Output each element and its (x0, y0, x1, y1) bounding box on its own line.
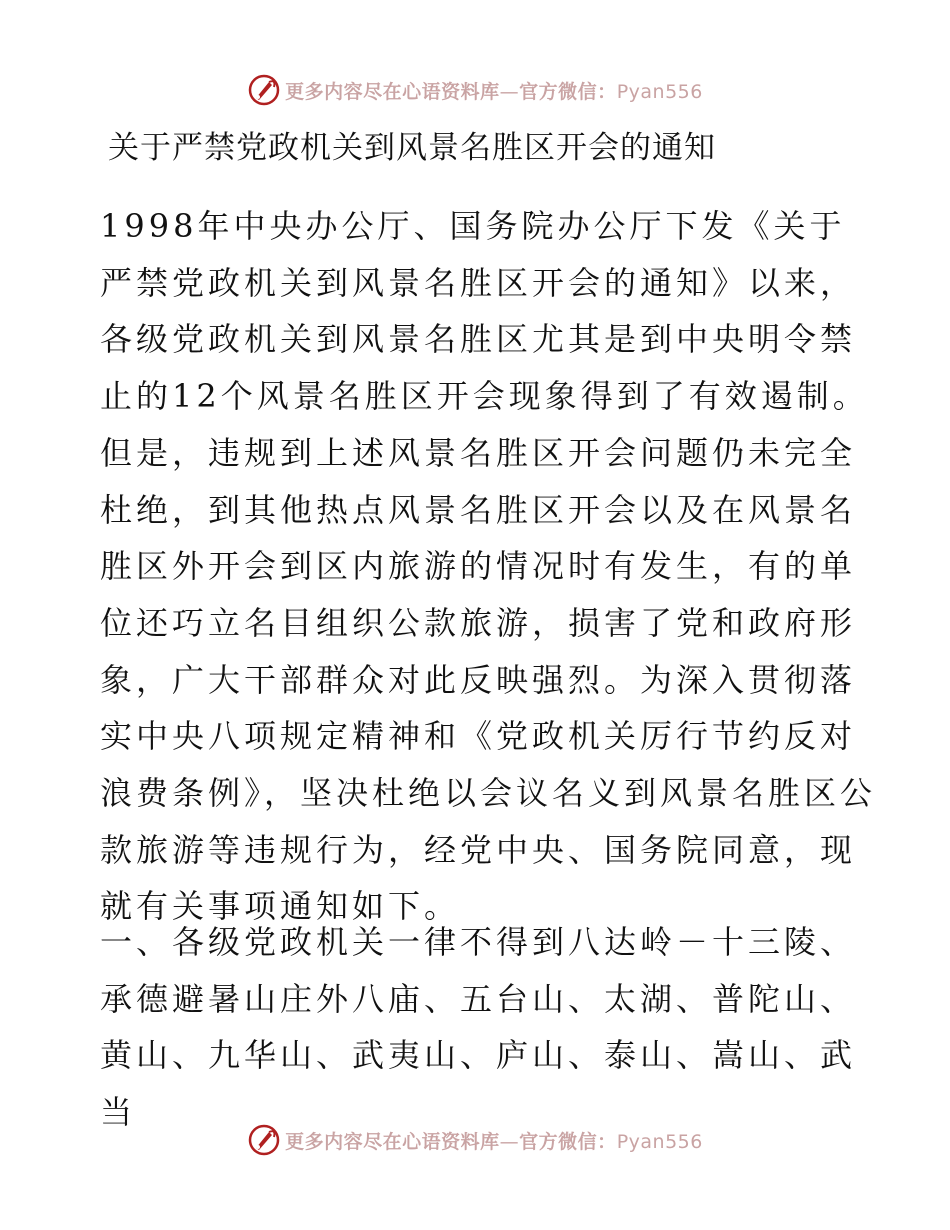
watermark-text (285, 77, 703, 104)
watermark-footer (0, 1120, 950, 1160)
watermark-header (0, 70, 950, 110)
quill-logo-icon (247, 1123, 281, 1157)
paragraph-intro: 1998年中央办公厅、国务院办公厅下发《关于严禁党政机关到风景名胜区开会的通知》以来，各级党政机关到风景名胜区尤其是到中央明令禁止的12个风景名胜区开会现象得到了有效遏制。但是，违规到上述风景名胜区开会问题仍未完全杜绝，到其他热点风景名胜区开会以及在风景名胜区外开会到区内旅游的情况时有发生，有的单位还巧立名目组织公款旅游，损害了党和政府形象，广大干部群众对此反映强烈。为深入贯彻落实中央八项规定精神和《党政机关厉行节约反对浪费条例》，坚决杜绝以会议名义到风景名胜区公款旅游等违规行为，经党中央、国务院同意，现就有关事项通知如下。 (100, 207, 877, 926)
quill-logo-icon (247, 73, 281, 107)
watermark-sep: — (499, 80, 520, 103)
watermark-sep: — (499, 1130, 520, 1153)
watermark-main: 更多内容尽在心语资料库 (285, 1130, 500, 1153)
watermark-main: 更多内容尽在心语资料库 (285, 80, 500, 103)
watermark-wechat-label: 官方微信： (519, 1130, 617, 1153)
watermark-id: Pyan556 (616, 80, 703, 103)
watermark-wechat-label: 官方微信： (519, 80, 617, 103)
watermark-text (285, 1127, 703, 1154)
document-title: 关于严禁党政机关到风景名胜区开会的通知 (108, 130, 716, 166)
paragraph-item-one: 一、各级党政机关一律不得到八达岭－十三陵、承德避暑山庄外八庙、五台山、太湖、普陀山、黄山、九华山、武夷山、庐山、泰山、嵩山、武当 (100, 923, 857, 1132)
watermark-id: Pyan556 (616, 1130, 703, 1153)
